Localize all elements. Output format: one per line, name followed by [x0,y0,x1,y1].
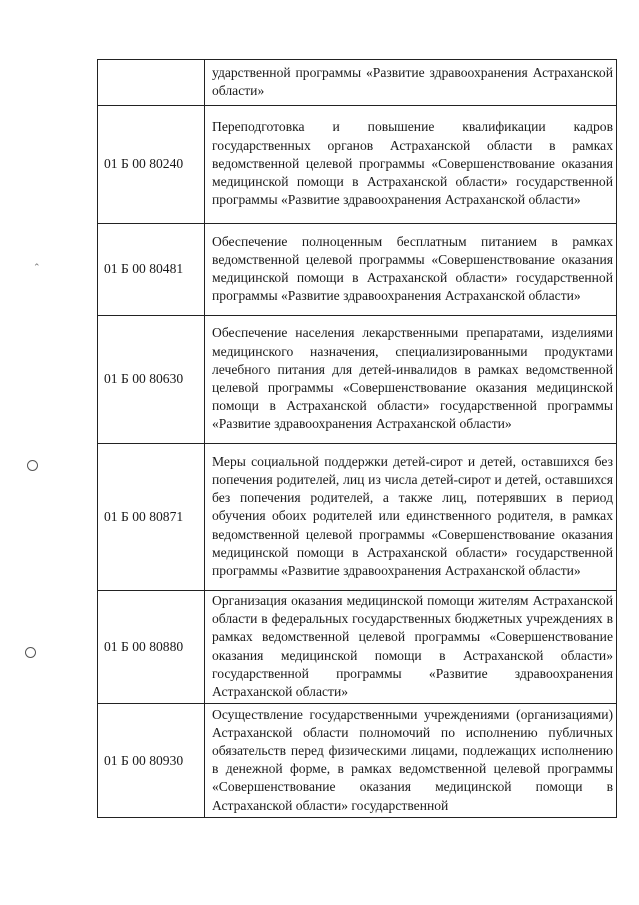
program-description-cell: Обеспечение населения лекарственными препаратами, изделиями медицинского назначения, специализированными продуктами лечебного питания для детей-инвалидов в рамках ведомственной целевой программы «Совершенствование оказания медицинской помощи в Астраханской области» государственной программы «Развитие здравоохранения Астраханской области» [205,316,617,444]
scan-tick-mark: ⌃ [33,262,41,272]
budget-classification-table [97,59,617,818]
program-description-cell: Организация оказания медицинской помощи жителям Астраханской области в федеральных государственных бюджетных учреждениях в рамках ведомственной целевой программы «Совершенствование оказания медицинской помощи в Астраханской области» государственной программы «Развитие здравоохранения Астраханской области» [205,591,617,704]
table-row [98,704,617,818]
program-description-cell: Переподготовка и повышение квалификации кадров государственных органов Астраханской области в рамках ведомственной целевой программы «Совершенствование оказания медицинской помощи в Астраханской области» государственной программы «Развитие здравоохранения Астраханской области» [205,106,617,224]
punch-hole-mark [27,460,38,471]
table-row [98,60,617,106]
budget-code-cell [98,60,205,106]
budget-code-cell: 01 Б 00 80481 [98,224,205,316]
table-row [98,224,617,316]
table-row [98,316,617,444]
program-description-cell: Осуществление государственными учреждениями (организациями) Астраханской области полномочий по исполнению публичных обязательств перед физическими лицами, подлежащих исполнению в денежной форме, в рамках ведомственной целевой программы «Совершенствование оказания медицинской помощи в Астраханской области» государственной [205,704,617,818]
program-description-cell: Меры социальной поддержки детей-сирот и детей, оставшихся без попечения родителей, лиц из числа детей-сирот и детей, оставшихся без попечения родителей, а также лиц, потерявших в период обучения обоих родителей или единственного родителя, в рамках ведомственной целевой программы «Совершенствование оказания медицинской помощи в Астраханской области» государственной программы «Развитие здравоохранения Астраханской области» [205,444,617,591]
budget-code-cell: 01 Б 00 80880 [98,591,205,704]
punch-hole-mark [25,647,36,658]
table-row [98,106,617,224]
table-row [98,591,617,704]
program-description-cell: ударственной программы «Развитие здравоохранения Астраханской области» [205,60,617,106]
table-row [98,444,617,591]
budget-code-cell: 01 Б 00 80630 [98,316,205,444]
program-description-cell: Обеспечение полноценным бесплатным питанием в рамках ведомственной целевой программы «Совершенствование оказания медицинской помощи в Астраханской области» государственной программы «Развитие здравоохранения Астраханской области» [205,224,617,316]
budget-code-cell: 01 Б 00 80930 [98,704,205,818]
budget-code-cell: 01 Б 00 80240 [98,106,205,224]
budget-code-cell: 01 Б 00 80871 [98,444,205,591]
